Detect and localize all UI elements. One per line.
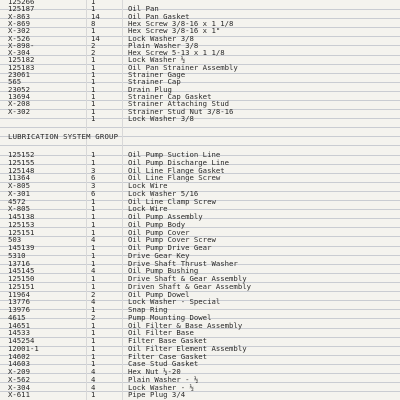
quantity: 4	[91, 374, 96, 384]
part-number: 125182	[8, 55, 35, 65]
quantity: 1	[91, 150, 96, 159]
quantity: 1	[91, 258, 96, 268]
quantity: 1	[91, 77, 96, 87]
quantity: 1	[91, 359, 96, 369]
part-number: 125153	[8, 219, 35, 229]
quantity: 1	[91, 328, 96, 338]
part-description: Lock Wire	[128, 181, 168, 190]
quantity: 1	[91, 343, 96, 353]
quantity: 14	[91, 11, 100, 21]
quantity: 1	[91, 196, 96, 206]
part-description: Driven Shaft & Gear Assembly	[128, 281, 252, 291]
part-number: 565	[8, 77, 22, 87]
quantity: 1	[91, 91, 96, 101]
quantity: 1	[91, 62, 96, 72]
part-number: X-208	[8, 99, 30, 109]
part-number: X-805	[8, 181, 30, 190]
part-description: Strainer Attaching Stud	[128, 99, 230, 109]
part-number: 23052	[8, 84, 30, 94]
quantity: 1	[91, 351, 96, 361]
part-description: Oil Pan Gasket	[128, 11, 190, 21]
part-number: 125151	[8, 227, 35, 237]
part-description: Drive Shaft Thrust Washer	[128, 258, 238, 268]
part-description: Oil Pan	[128, 4, 159, 14]
part-number: 125266	[8, 0, 35, 6]
part-description: Lock Washer 3/8	[128, 113, 194, 123]
part-number: 4615	[8, 312, 26, 322]
part-number: 11364	[8, 173, 30, 183]
part-description: Oil Pump Bushing	[128, 266, 199, 276]
ruled-line	[0, 127, 400, 128]
quantity: 1	[91, 70, 96, 79]
part-number: 125155	[8, 157, 35, 167]
part-number: 14603	[8, 359, 30, 369]
part-description: Strainer Cap	[128, 77, 181, 87]
quantity: 1	[91, 4, 96, 14]
part-number: 145138	[8, 212, 35, 221]
quantity: 6	[91, 173, 96, 183]
part-number: 125150	[8, 274, 35, 283]
quantity: 1	[91, 219, 96, 229]
part-number: X-304	[8, 382, 30, 392]
part-description: Oil Pump Discharge Line	[128, 157, 230, 167]
quantity: 1	[91, 227, 96, 237]
part-description: Oil Pan Strainer Assembly	[128, 62, 238, 72]
part-description: Oil Filter Base	[128, 328, 194, 338]
part-description: Drain Plug	[128, 84, 172, 94]
part-description: Plain Washer 3/8	[128, 40, 199, 50]
quantity: 1	[91, 274, 96, 283]
quantity: 1	[91, 250, 96, 260]
part-number: 11964	[8, 289, 30, 299]
part-number: 145139	[8, 243, 35, 252]
part-number: 125148	[8, 165, 35, 175]
quantity: 1	[91, 336, 96, 345]
part-number: 14651	[8, 320, 30, 330]
part-number: 14533	[8, 328, 30, 338]
quantity: 1	[91, 305, 96, 314]
part-description: Pump Mounting Dowel	[128, 312, 212, 322]
part-number: 13976	[8, 305, 30, 314]
quantity: 6	[91, 188, 96, 198]
part-description: Hex Screw 3/8-16 x 1 1/8	[128, 18, 234, 28]
part-description: Lock Wire	[128, 204, 168, 214]
part-number: 13716	[8, 258, 30, 268]
part-number: X-209	[8, 367, 30, 376]
quantity: 1	[91, 243, 96, 252]
part-number: X-863	[8, 11, 30, 21]
part-row	[0, 390, 400, 399]
part-number: 125151	[8, 281, 35, 291]
quantity: 1	[91, 320, 96, 330]
part-description: Oil Pump Cover	[128, 227, 190, 237]
quantity: 8	[91, 18, 96, 28]
part-description: Oil Filter & Base Assembly	[128, 320, 243, 330]
quantity: 1	[91, 26, 96, 36]
part-number: 125187	[8, 4, 35, 14]
part-description: Filter Case Gasket	[128, 351, 208, 361]
quantity: 1	[91, 390, 96, 400]
part-number: 13776	[8, 297, 30, 307]
part-number: 13694	[8, 91, 30, 101]
part-number: X-805	[8, 204, 30, 214]
quantity: 1	[91, 212, 96, 221]
part-description: Oil Pump Body	[128, 219, 186, 229]
quantity: 3	[91, 165, 96, 175]
part-number: 503	[8, 235, 22, 245]
quantity: 3	[91, 181, 96, 190]
part-number: X-304	[8, 48, 30, 58]
quantity: 2	[91, 40, 96, 50]
quantity: 1	[91, 204, 96, 214]
quantity: 2	[91, 48, 96, 58]
part-description: Filter Base Gasket	[128, 336, 208, 345]
quantity: 4	[91, 266, 96, 276]
part-number: 145254	[8, 336, 35, 345]
quantity: 4	[91, 382, 96, 392]
part-description: Snap Ring	[128, 305, 168, 314]
part-description: Oil Filter Element Assembly	[128, 343, 247, 353]
quantity: 1	[91, 113, 96, 123]
part-description: Lock Washer 5/16	[128, 188, 199, 198]
part-description: Strainer Gage	[128, 70, 186, 79]
part-number: 125183	[8, 62, 35, 72]
part-number: 5310	[8, 250, 26, 260]
part-description: Lock Washer ½	[128, 55, 186, 65]
part-description: Oil Line Flange Gasket	[128, 165, 225, 175]
part-number: X-898-	[8, 40, 35, 50]
part-number: 12001-1	[8, 343, 39, 353]
part-description: Oil Pump Dowel	[128, 289, 190, 299]
part-description: Lock Washer 3/8	[128, 33, 194, 43]
quantity: 4	[91, 297, 96, 307]
part-number: X-526	[8, 33, 30, 43]
part-description: Oil Pump Drive Gear	[128, 243, 212, 252]
section-heading: LUBRICATION SYSTEM GROUP	[8, 132, 119, 141]
part-number: X-611	[8, 390, 30, 400]
part-description: Strainer Cap Gasket	[128, 91, 212, 101]
part-description: Hex Screw 5-13 x 1 1/8	[128, 48, 225, 58]
part-number: 23061	[8, 70, 30, 79]
quantity: 1	[91, 55, 96, 65]
quantity: 1	[91, 84, 96, 94]
part-description: Drive Gear Key	[128, 250, 190, 260]
part-description: Oil Pump Cover Screw	[128, 235, 216, 245]
part-description: Case Stud Gasket	[128, 359, 199, 369]
part-description: Lock Washer - ½	[128, 382, 194, 392]
part-description: Drive Shaft & Gear Assembly	[128, 274, 247, 283]
quantity: 2	[91, 289, 96, 299]
part-description: Hex Screw 3/8-16 x 1"	[128, 26, 221, 36]
part-description: Plain Washer - ½	[128, 374, 199, 384]
part-description: Hex Nut ½-20	[128, 367, 181, 376]
quantity: 4	[91, 235, 96, 245]
quantity: 1	[91, 281, 96, 291]
part-row	[0, 114, 400, 123]
part-number: 125152	[8, 150, 35, 159]
part-number: X-869	[8, 18, 30, 28]
quantity: 1	[91, 157, 96, 167]
part-number: X-302	[8, 26, 30, 36]
part-number: X-562	[8, 374, 30, 384]
part-description: Strainer Stud Nut 3/8-16	[128, 106, 234, 116]
part-description: Oil Line Flange Screw	[128, 173, 221, 183]
part-number: 4572	[8, 196, 26, 206]
part-number: X-301	[8, 188, 30, 198]
part-number: 14602	[8, 351, 30, 361]
part-number: 145145	[8, 266, 35, 276]
quantity: 1	[91, 106, 96, 116]
quantity: 2	[91, 312, 96, 322]
part-description: Lock Washer - Special	[128, 297, 221, 307]
part-description: Oil Pump Assembly	[128, 212, 203, 221]
quantity: 4	[91, 367, 96, 376]
part-number: X-302	[8, 106, 30, 116]
quantity: 1	[91, 99, 96, 109]
quantity: 1	[91, 0, 96, 6]
part-description: Oil Pump Suction Line	[128, 150, 221, 159]
quantity: 14	[91, 33, 100, 43]
part-description: Oil Line Clamp Screw	[128, 196, 216, 206]
ruled-line	[0, 145, 400, 146]
part-description: Pipe Plug 3/4	[128, 390, 186, 400]
